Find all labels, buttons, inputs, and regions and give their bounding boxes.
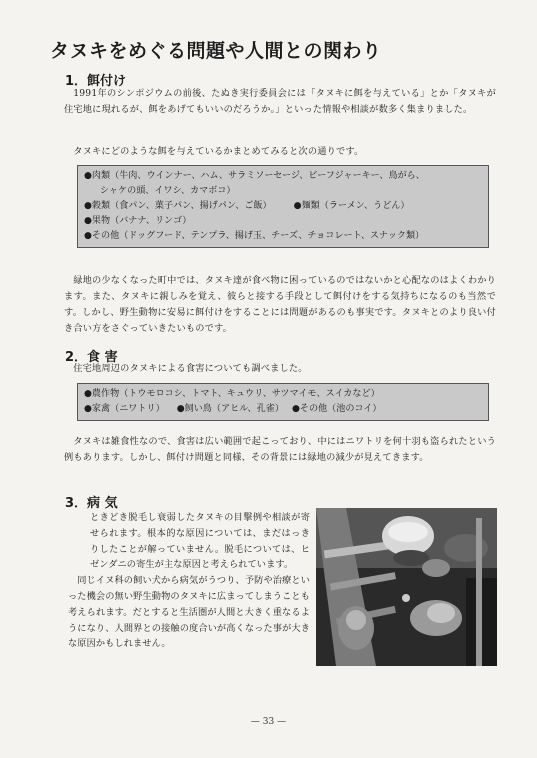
feeding-intro-paragraph: 1991年のシンポジウムの前後、たぬき実行委員会には「タヌキに餌を与えている」とか「タヌキが住宅地に現れるが、餌をあげてもいいのだろうか。」といった情報や相談が数多く集まりました。 <box>64 88 496 115</box>
section-heading-damage: 2．食 害 <box>65 350 118 365</box>
damage-body-paragraph: タヌキは雑食性なので、食害は広い範囲で起こっており、中にはニワトリを何十羽も盗られたという例もあります。しかし、餌付け問題と同様、その背景には緑地の減少が見えてきます。 <box>64 436 496 463</box>
feeding-lead-text: タヌキにどのような餌を与えているかまとめてみると次の通りです。 <box>73 146 364 157</box>
section-heading-feeding: 1．餌付け <box>65 74 127 89</box>
food-list-item: シャケの頭、イワシ、カマボコ） <box>100 186 236 196</box>
food-list-item: ●麺類（ラーメン、うどん） <box>293 201 410 211</box>
page-number: — 33 — <box>250 717 287 727</box>
damage-list-item: ●飼い鳥（アヒル、孔雀） <box>176 404 284 414</box>
page-title: タヌキをめぐる問題や人間との関わり <box>50 40 382 62</box>
disease-text-column <box>68 510 310 652</box>
food-list-item: ●穀類（食パン、菓子パン、揚げパン、ご飯） <box>84 201 272 211</box>
damage-list-item: ●農作物（トウモロコシ、トマト、キュウリ、サツマイモ、スイカなど） <box>84 389 380 399</box>
section-heading-disease: 3．病 気 <box>65 496 118 511</box>
feeding-food-list-box <box>77 165 489 248</box>
damage-lead-text: 住宅地周辺のタヌキによる食害についても調べました。 <box>73 363 308 374</box>
damage-list-item: ●家禽（ニワトリ） <box>84 404 165 414</box>
damage-list-box <box>77 383 489 421</box>
disease-paragraph: ときどき脱毛し衰弱したタヌキの目撃例や相談が寄せられます。根本的な原因については、まだはっきりしたことが解っていません。脱毛については、ヒゼンダニの寄生が主な原因と考えられています。 <box>90 512 310 571</box>
food-list-item: ●果物（バナナ、リンゴ） <box>84 216 192 226</box>
food-list-item: ●肉類（牛肉、ウインナー、ハム、サラミソーセージ、ビーフジャーキー、鳥がら、 <box>84 171 425 181</box>
food-list-item: ●その他（ドッグフード、テンプラ、揚げ玉、チーズ、チョコレート、スナック類） <box>84 231 425 241</box>
raccoon-dog-photo <box>316 508 497 666</box>
disease-paragraph: 同じイヌ科の飼い犬から病気がうつり、予防や治療といった機会の無い野生動物のタヌキに広まってしまうことも考えられます。だとすると生活圏が人間と大きく重なるようになり、人間界との接触の度合いが高くなった事が大きな原因かもしれません。 <box>68 575 310 650</box>
feeding-body-paragraph: 緑地の少なくなった町中では、タヌキ達が食べ物に困っているのではないかと心配なのはよくわかります。また、タヌキに親しみを覚え、彼らと接する手段として餌付けをする気持ちになるのも当然です。しかし、野生動物に安易に餌付けをすることには問題があるのも事実です。タヌキとのより良い付き合い方をさぐっていきたいものです。 <box>64 275 496 334</box>
damage-list-item: ●その他（池のコイ） <box>291 404 382 414</box>
